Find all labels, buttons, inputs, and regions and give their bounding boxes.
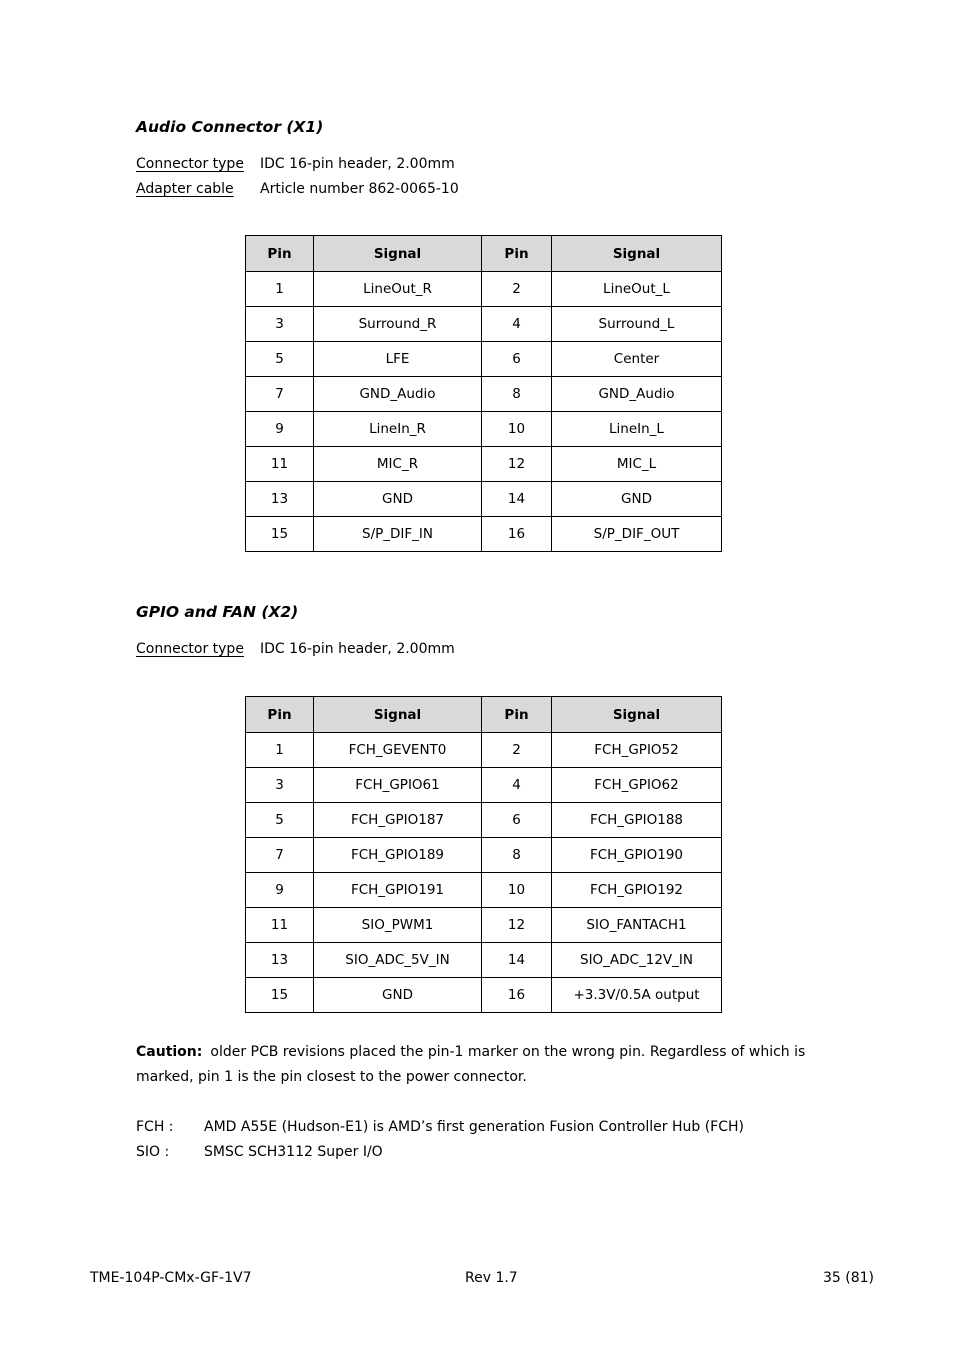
table-row (246, 873, 722, 908)
table-cell: 9 (246, 412, 314, 447)
table-cell: S/P_DIF_IN (314, 517, 482, 552)
table-row (246, 733, 722, 768)
table-row (246, 482, 722, 517)
table-row (246, 768, 722, 803)
table-cell: SIO_PWM1 (314, 908, 482, 943)
table-cell: 8 (482, 377, 552, 412)
meta-row-adapter-cable (136, 179, 459, 199)
table-cell: LineOut_L (552, 272, 722, 307)
table-cell: 13 (246, 482, 314, 517)
table-cell: 14 (482, 482, 552, 517)
table-cell: 10 (482, 412, 552, 447)
table-cell: 7 (246, 838, 314, 873)
table-cell: FCH_GEVENT0 (314, 733, 482, 768)
table-cell: FCH_GPIO189 (314, 838, 482, 873)
table-cell: FCH_GPIO188 (552, 803, 722, 838)
table-cell: Surround_R (314, 307, 482, 342)
table-cell: 1 (246, 272, 314, 307)
table-cell: 5 (246, 342, 314, 377)
table-cell: FCH_GPIO192 (552, 873, 722, 908)
table-cell: GND_Audio (552, 377, 722, 412)
table-cell: 2 (482, 272, 552, 307)
abbreviation-fch (136, 1115, 744, 1140)
meta-key: Connector type (136, 641, 244, 657)
table-cell: 7 (246, 377, 314, 412)
table-cell: 3 (246, 307, 314, 342)
table-cell: LineIn_L (552, 412, 722, 447)
table-cell: 13 (246, 943, 314, 978)
table-row (246, 838, 722, 873)
meta-value: IDC 16-pin header, 2.00mm (260, 641, 455, 657)
table-cell: SIO_FANTACH1 (552, 908, 722, 943)
caution-text: older PCB revisions placed the pin-1 marker on the wrong pin. Regardless of which is marked, pin 1 is the pin closest to the power connector. (136, 1044, 806, 1085)
column-header-signal: Signal (552, 236, 722, 272)
table-cell: FCH_GPIO190 (552, 838, 722, 873)
caution-label: Caution: (136, 1044, 203, 1060)
table-cell: GND_Audio (314, 377, 482, 412)
table-cell: Center (552, 342, 722, 377)
table-header-row (246, 236, 722, 272)
table-cell: 11 (246, 908, 314, 943)
table-cell: SIO_ADC_5V_IN (314, 943, 482, 978)
table-cell: FCH_GPIO187 (314, 803, 482, 838)
table-cell: 2 (482, 733, 552, 768)
caution-paragraph (136, 1040, 866, 1090)
column-header-signal: Signal (552, 697, 722, 733)
table-row (246, 447, 722, 482)
table-header-row (246, 697, 722, 733)
table-cell: SIO_ADC_12V_IN (552, 943, 722, 978)
table-cell: 10 (482, 873, 552, 908)
abbreviation-key: SIO : (136, 1144, 170, 1160)
table-cell: 16 (482, 517, 552, 552)
table-cell: Surround_L (552, 307, 722, 342)
column-header-pin: Pin (482, 697, 552, 733)
footer-page-number: 35 (81) (822, 1270, 874, 1286)
table-cell: S/P_DIF_OUT (552, 517, 722, 552)
table-cell: 1 (246, 733, 314, 768)
table-cell: LFE (314, 342, 482, 377)
gpio-fan-pin-table (245, 696, 722, 1013)
table-row (246, 517, 722, 552)
column-header-pin: Pin (246, 697, 314, 733)
meta-row-connector-type (136, 639, 455, 659)
meta-value: IDC 16-pin header, 2.00mm (260, 156, 455, 172)
table-row (246, 342, 722, 377)
table-cell: 12 (482, 908, 552, 943)
table-cell: 6 (482, 803, 552, 838)
table-cell: 3 (246, 768, 314, 803)
abbreviation-sio (136, 1140, 383, 1165)
table-cell: 12 (482, 447, 552, 482)
column-header-signal: Signal (314, 236, 482, 272)
table-cell: GND (552, 482, 722, 517)
table-cell: +3.3V/0.5A output (552, 978, 722, 1013)
table-row (246, 803, 722, 838)
table-cell: MIC_R (314, 447, 482, 482)
table-row (246, 412, 722, 447)
column-header-pin: Pin (482, 236, 552, 272)
table-cell: FCH_GPIO191 (314, 873, 482, 908)
table-cell: 14 (482, 943, 552, 978)
meta-row-connector-type (136, 154, 455, 174)
meta-value: Article number 862-0065-10 (260, 181, 459, 197)
table-cell: 15 (246, 978, 314, 1013)
meta-key: Connector type (136, 156, 244, 172)
table-cell: 4 (482, 768, 552, 803)
table-cell: GND (314, 978, 482, 1013)
table-row (246, 307, 722, 342)
abbreviation-value: AMD A55E (Hudson-E1) is AMD’s first generation Fusion Controller Hub (FCH) (204, 1119, 744, 1135)
table-cell: LineOut_R (314, 272, 482, 307)
footer-revision: Rev 1.7 (465, 1270, 518, 1286)
table-cell: 16 (482, 978, 552, 1013)
column-header-signal: Signal (314, 697, 482, 733)
table-cell: 9 (246, 873, 314, 908)
table-row (246, 908, 722, 943)
table-cell: 4 (482, 307, 552, 342)
table-row (246, 377, 722, 412)
table-cell: FCH_GPIO62 (552, 768, 722, 803)
abbreviation-key: FCH : (136, 1119, 174, 1135)
meta-key: Adapter cable (136, 181, 234, 197)
table-cell: GND (314, 482, 482, 517)
table-cell: 11 (246, 447, 314, 482)
table-row (246, 978, 722, 1013)
table-cell: MIC_L (552, 447, 722, 482)
abbreviation-value: SMSC SCH3112 Super I/O (204, 1144, 383, 1160)
table-row (246, 272, 722, 307)
table-cell: 6 (482, 342, 552, 377)
table-cell: FCH_GPIO52 (552, 733, 722, 768)
section-title-audio-connector: Audio Connector (X1) (136, 118, 324, 136)
footer-doc-id: TME-104P-CMx-GF-1V7 (90, 1270, 252, 1286)
table-cell: LineIn_R (314, 412, 482, 447)
table-cell: 5 (246, 803, 314, 838)
table-row (246, 943, 722, 978)
table-cell: FCH_GPIO61 (314, 768, 482, 803)
table-cell: 8 (482, 838, 552, 873)
column-header-pin: Pin (246, 236, 314, 272)
section-title-gpio-fan: GPIO and FAN (X2) (136, 603, 299, 621)
table-cell: 15 (246, 517, 314, 552)
audio-pin-table (245, 235, 722, 552)
